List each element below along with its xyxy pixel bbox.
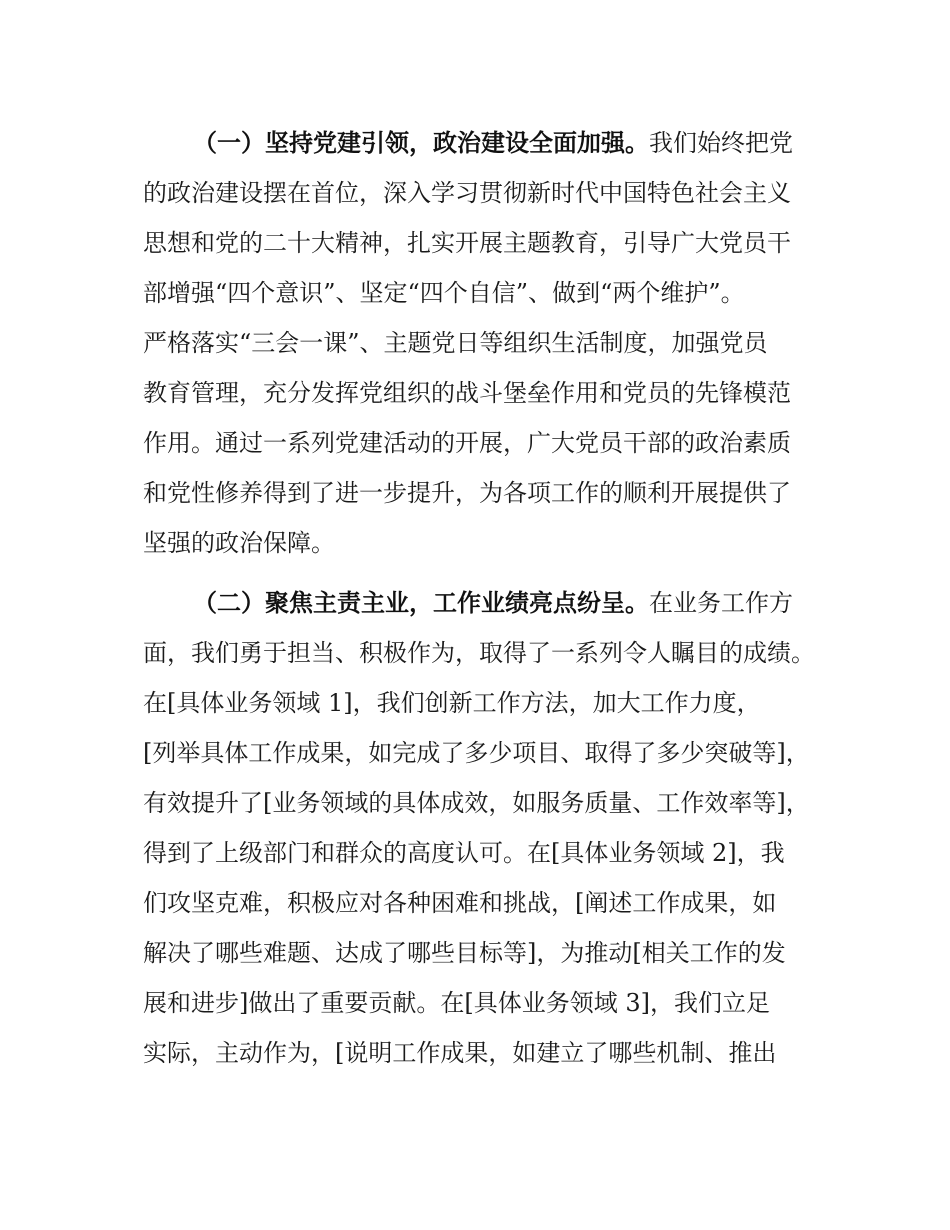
section-1-line-0: 我们始终把党 (649, 129, 793, 157)
section-2-heading: （二）聚焦主责主业，工作业绩亮点纷呈。 (193, 589, 649, 617)
section-1-line-7: 和党性修养得到了进一步提升，为各项工作的顺利开展提供了 (143, 479, 791, 507)
section-2-line-5: 得到了上级部门和群众的高度认可。在[具体业务领域 2]，我 (143, 839, 785, 867)
section-1-first-line (193, 128, 793, 158)
section-1-line-6: 作用。通过一系列党建活动的开展，广大党员干部的政治素质 (143, 429, 791, 457)
section-1-line-8: 坚强的政治保障。 (143, 529, 335, 557)
section-2-line-9: 实际，主动作为，[说明工作成果，如建立了哪些机制、推出 (143, 1039, 777, 1067)
section-2-line-1: 面，我们勇于担当、积极作为，取得了一系列令人瞩目的成绩。 (143, 639, 815, 667)
section-2-line-2: 在[具体业务领域 1]，我们创新工作方法，加大工作力度， (143, 689, 761, 717)
section-2-line-3: [列举具体工作成果，如完成了多少项目、取得了多少突破等]， (143, 739, 810, 767)
section-2-line-7: 解决了哪些难题、达成了哪些目标等]，为推动[相关工作的发 (143, 939, 786, 967)
section-1-line-3: 部增强“四个意识”、坚定“四个自信”、做到“两个维护”。 (143, 279, 745, 307)
section-2-line-6: 们攻坚克难，积极应对各种困难和挑战，[阐述工作成果，如 (143, 889, 777, 917)
section-1-line-2: 思想和党的二十大精神，扎实开展主题教育，引导广大党员干 (143, 229, 791, 257)
section-2-line-8: 展和进步]做出了重要贡献。在[具体业务领域 3]，我们立足 (143, 989, 770, 1017)
section-2-first-line (193, 588, 793, 618)
section-1-heading: （一）坚持党建引领，政治建设全面加强。 (193, 129, 649, 157)
section-1-line-5: 教育管理，充分发挥党组织的战斗堡垒作用和党员的先锋模范 (143, 379, 791, 407)
section-2-line-4: 有效提升了[业务领域的具体成效，如服务质量、工作效率等]， (143, 789, 810, 817)
section-1-line-4: 严格落实“三会一课”、主题党日等组织生活制度，加强党员 (143, 329, 768, 357)
section-1-line-1: 的政治建设摆在首位，深入学习贯彻新时代中国特色社会主义 (143, 179, 791, 207)
section-2-line-0: 在业务工作方 (649, 589, 793, 617)
